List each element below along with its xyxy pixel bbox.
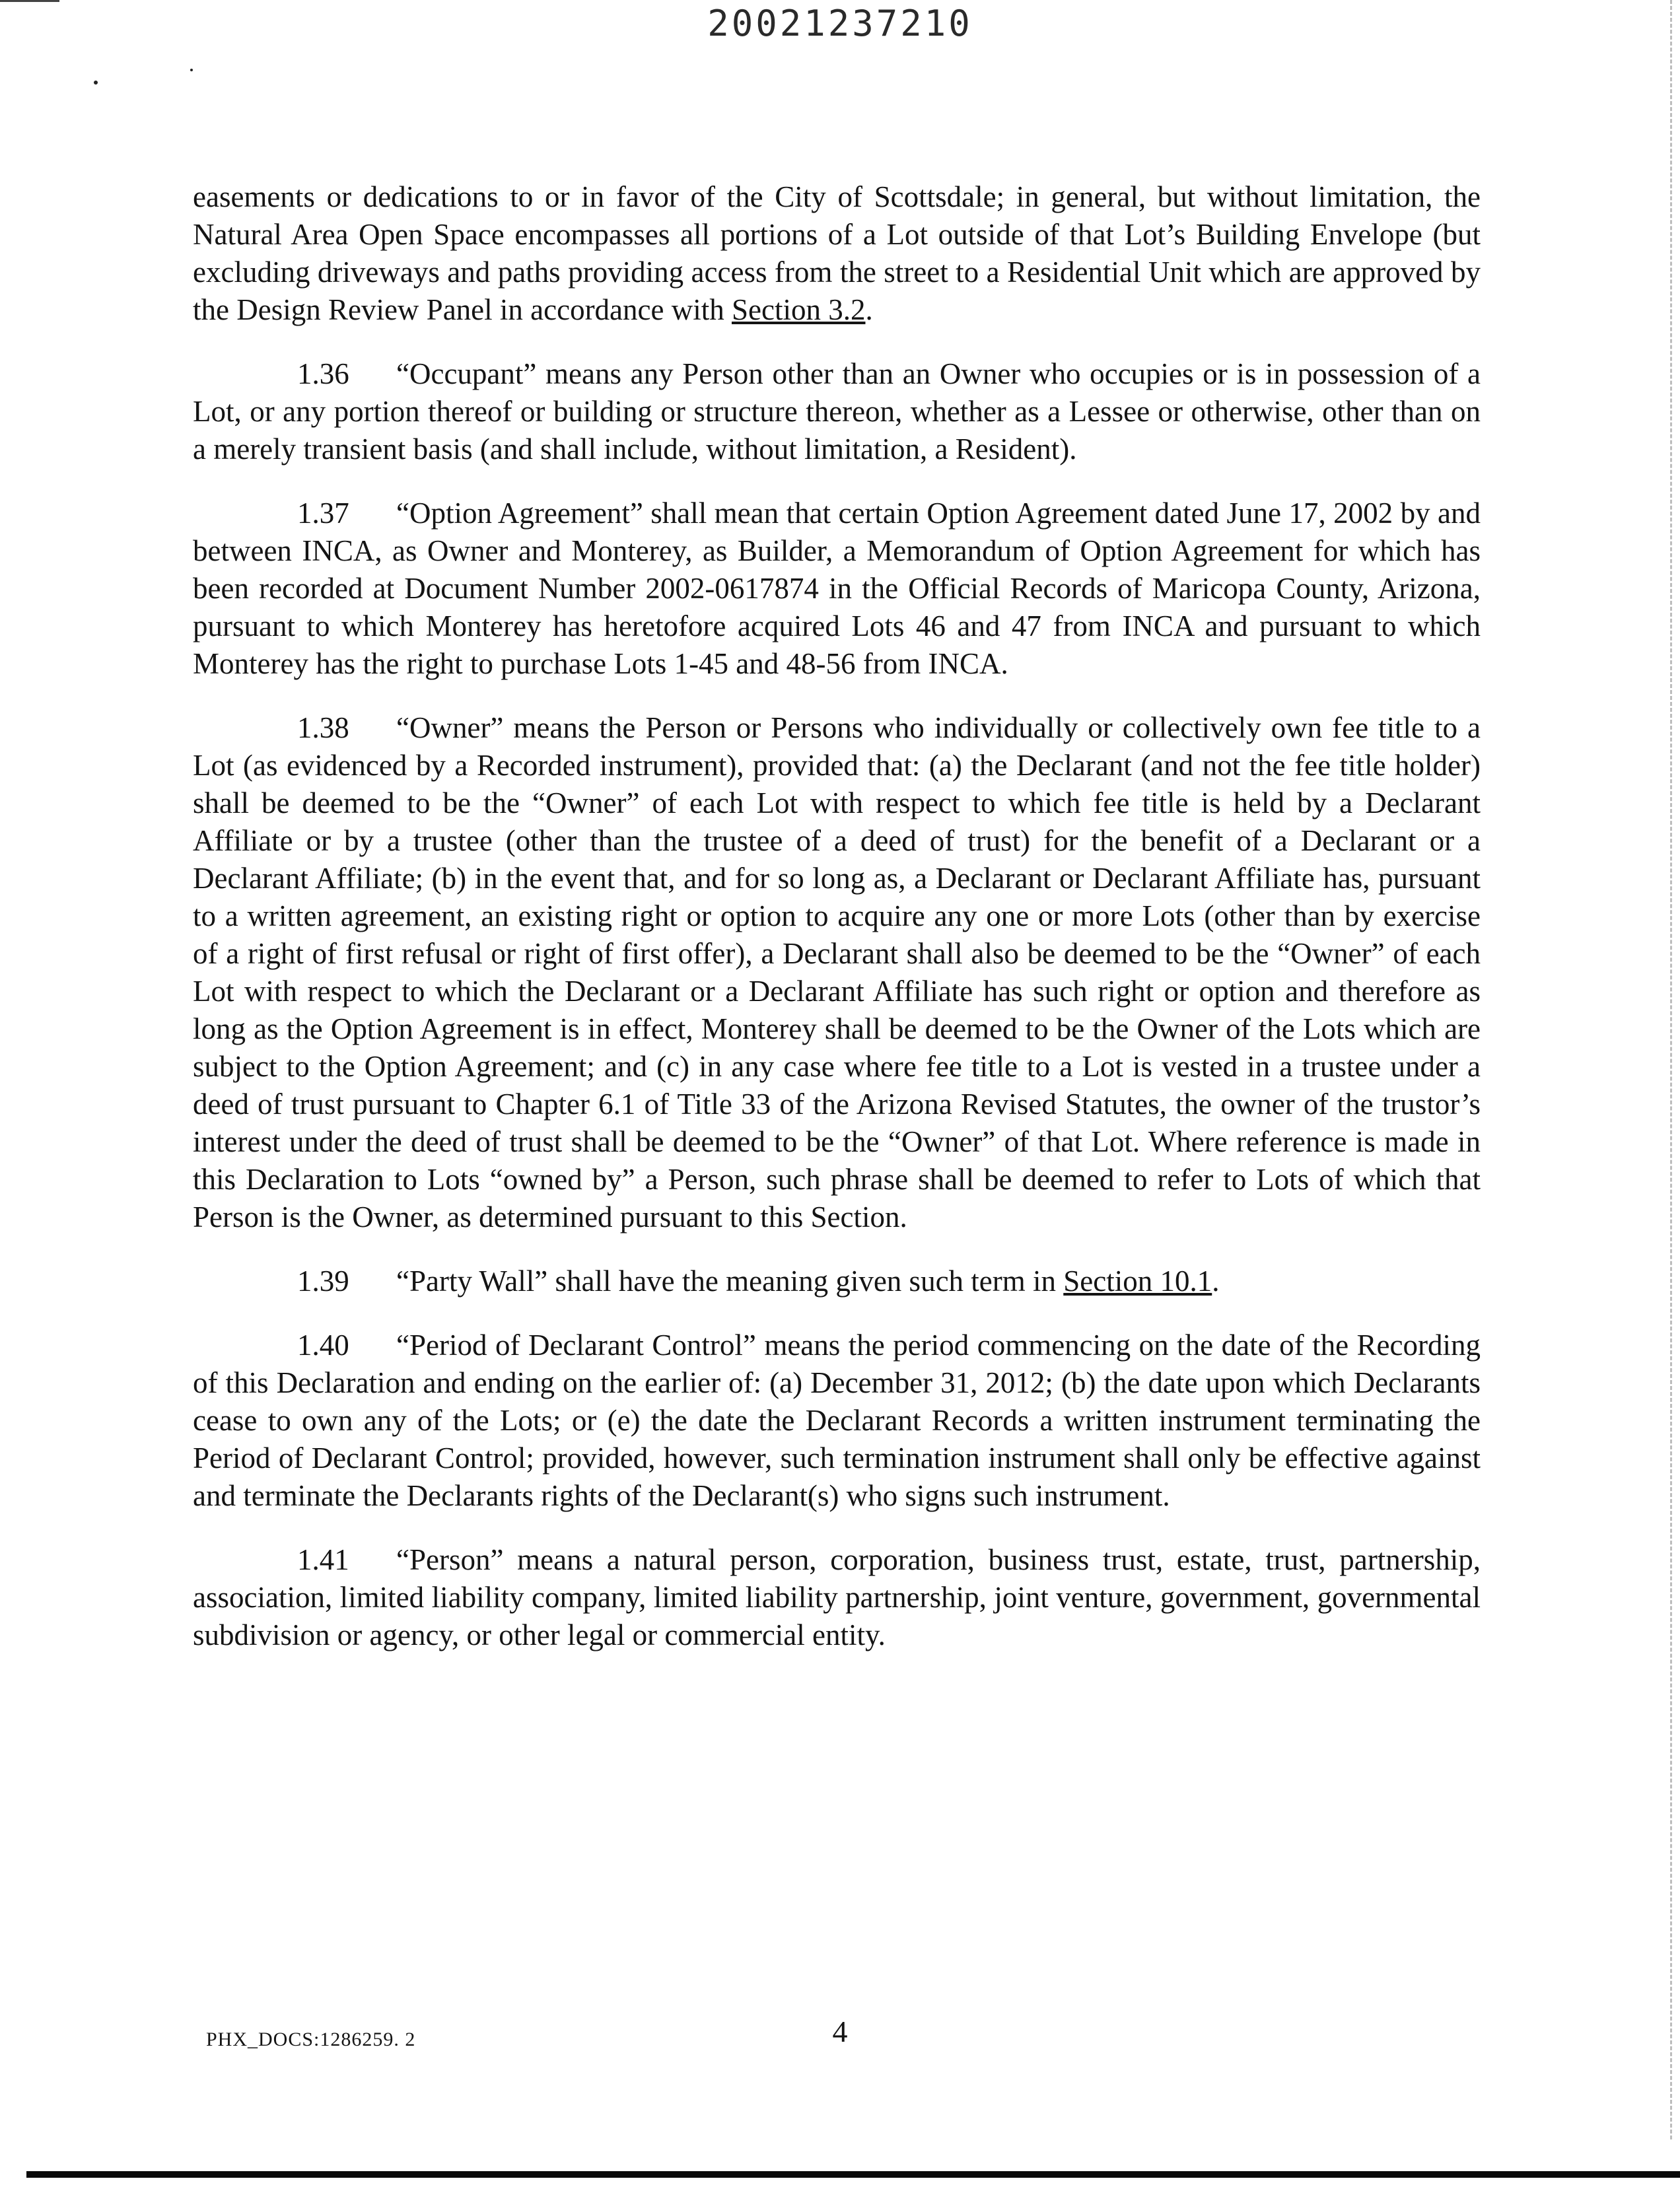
footer-document-id: PHX_DOCS:1286259. 2 <box>206 2029 416 2050</box>
section-reference: Section 10.1 <box>1063 1265 1212 1298</box>
recording-number: 20021237210 <box>707 3 973 44</box>
top-rule <box>0 0 59 2</box>
section-number: 1.36 <box>297 357 349 390</box>
scan-speck <box>190 69 193 71</box>
paragraph-text: “Person” means a natural person, corporation, business trust, estate, trust, partnership, association, limited liability company, limited liability partnership, joint venture, government, governmental subdivision or agency, or other legal or commercial entity. <box>193 1543 1481 1651</box>
section-number: 1.38 <box>297 711 349 744</box>
paragraph-text-end: . <box>865 293 873 326</box>
definition-1-41 <box>193 1541 1481 1654</box>
page-number: 4 <box>832 2015 848 2048</box>
definition-1-38 <box>193 709 1481 1236</box>
document-body <box>193 178 1481 1681</box>
paragraph-continued <box>193 178 1481 329</box>
definition-1-40 <box>193 1327 1481 1515</box>
section-reference: Section 3.2 <box>731 293 866 326</box>
paragraph-text: easements or dedications to or in favor of the City of Scottsdale; in general, but without limitation, the Natural Area Open Space encompasses all portions of a Lot outside of that Lot’s Building Envelope (but excluding driveways and paths providing access from the street to a Residential Unit which are approved by the Design Review Panel in accordance with <box>193 180 1481 326</box>
section-number: 1.41 <box>297 1543 349 1576</box>
paragraph-text: “Party Wall” shall have the meaning given such term in <box>396 1265 1064 1298</box>
paragraph-text: “Owner” means the Person or Persons who individually or collectively own fee title to a Lot (as evidenced by a Recorded instrument), provided that: (a) the Declarant (and not the fee title holder) shall be deemed to be the “Owner” of each Lot with respect to which fee title is held by a Declarant Affiliate or by a trustee (other than the trustee of a deed of trust) for the benefit of a Declarant or a Declarant Affiliate; (b) in the event that, and for so long as, a Declarant or Declarant Affiliate has, pursuant to a written agreement, an existing right or option to acquire any one or more Lots (other than by exercise of a right of first refusal or right of first offer), a Declarant shall also be deemed to be the “Owner” of each Lot with respect to which the Declarant or a Declarant Affiliate has such right or option and therefore as long as the Option Agreement is in effect, Monterey shall be deemed to be the Owner of the Lots which are subject to the Option Agreement; and (c) in any case where fee title to a Lot is vested in a trustee under a deed of trust pursuant to Chapter 6.1 of Title 33 of the Arizona Revised Statutes, the owner of the trustor’s interest under the deed of trust shall be deemed to be the “Owner” of that Lot. Where reference is made in this Declaration to Lots “owned by” a Person, such phrase shall be deemed to refer to Lots of which that Person is the Owner, as determined pursuant to this Section. <box>193 711 1481 1233</box>
paragraph-text: “Period of Declarant Control” means the period commencing on the date of the Recording of this Declaration and ending on the earlier of: (a) December 31, 2012; (b) the date upon which Declarants cease to own any of the Lots; or (e) the date the Declarant Records a written instrument terminating the Period of Declarant Control; provided, however, such termination instrument shall only be effective against and terminate the Declarants rights of the Declarant(s) who signs such instrument. <box>193 1329 1481 1512</box>
definition-1-36 <box>193 355 1481 468</box>
paragraph-text: “Occupant” means any Person other than an Owner who occupies or is in possession of a Lot, or any portion thereof or building or structure thereon, whether as a Lessee or otherwise, other than on a merely transient basis (and shall include, without limitation, a Resident). <box>193 357 1481 466</box>
section-number: 1.39 <box>297 1265 349 1298</box>
definition-1-39 <box>193 1263 1481 1300</box>
definition-1-37 <box>193 495 1481 683</box>
scan-edge <box>1670 0 1672 2139</box>
paragraph-text-end: . <box>1212 1265 1220 1298</box>
section-number: 1.40 <box>297 1329 349 1362</box>
paragraph-text: “Option Agreement” shall mean that certain Option Agreement dated June 17, 2002 by and between INCA, as Owner and Monterey, as Builder, a Memorandum of Option Agreement for which has been recorded at Document Number 2002-0617874 in the Official Records of Maricopa County, Arizona, pursuant to which Monterey has heretofore acquired Lots 46 and 47 from INCA and pursuant to which Monterey has the right to purchase Lots 1-45 and 48-56 from INCA. <box>193 497 1481 680</box>
bottom-rule <box>26 2171 1680 2178</box>
scan-speck <box>94 81 98 85</box>
section-number: 1.37 <box>297 497 349 530</box>
